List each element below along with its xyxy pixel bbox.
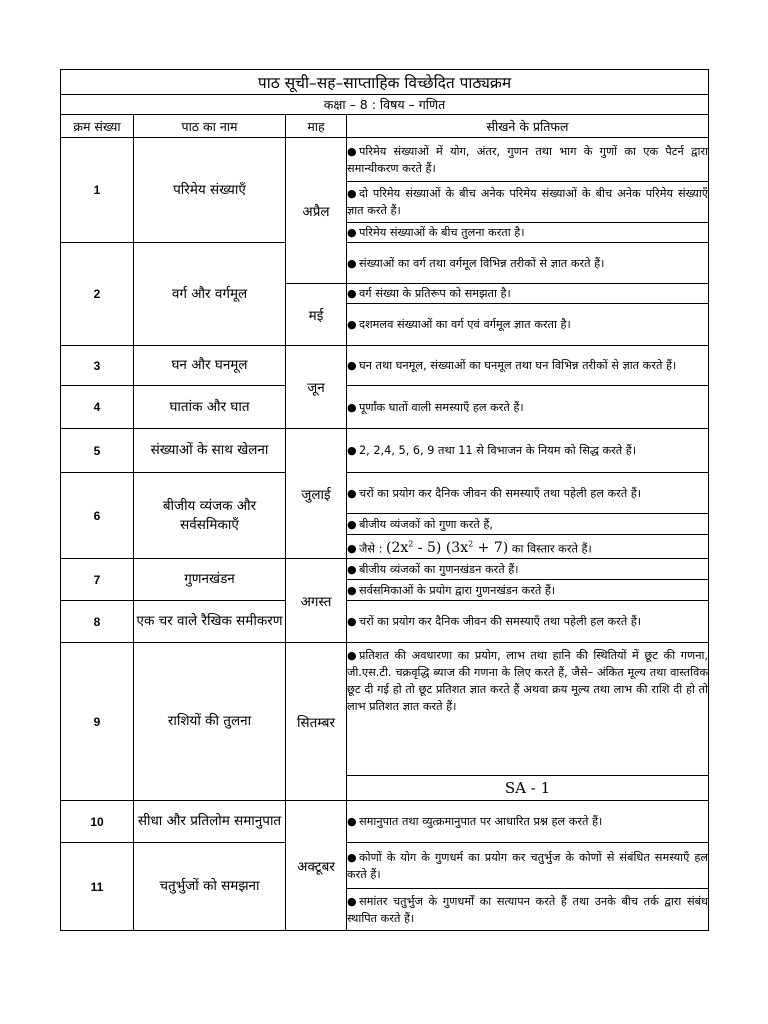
row-number: 10 bbox=[61, 801, 134, 843]
learning-outcome: ● सर्वसमिकाओं के प्रयोग द्वारा गुणनखंडन करते हैं। bbox=[347, 580, 709, 601]
lesson-name: वर्ग और वर्गमूल bbox=[134, 243, 286, 346]
learning-outcome: ● परिमेय संख्याओं में योग, अंतर, गुणन तथा भाग के गुणों का एक पैटर्न द्वारा समान्यीकरण करते हैं। bbox=[347, 138, 709, 182]
class-subject-subtitle: कक्षा – 8 : विषय – गणित bbox=[61, 95, 709, 115]
month-august: अगस्त bbox=[286, 559, 347, 643]
row-number: 7 bbox=[61, 559, 134, 601]
learning-outcome: ● बीजीय व्यंजकों का गुणनखंडन करते हैं। bbox=[347, 559, 709, 580]
row-number: 5 bbox=[61, 429, 134, 473]
learning-outcome: ● दो परिमेय संख्याओं के बीच अनेक परिमेय संख्याओं के बीच अनेक परिमेय संख्याएँ ज्ञात करते हैं। bbox=[347, 182, 709, 223]
month-june: जून bbox=[286, 346, 347, 429]
row-number: 4 bbox=[61, 386, 134, 429]
month-may: मई bbox=[286, 284, 347, 346]
lesson-name: एक चर वाले रैखिक समीकरण bbox=[134, 601, 286, 643]
learning-outcome: ● जैसे : $(2x^2 - 5) (3x^2 + 7)$ का विस्तार करते हैं। bbox=[347, 535, 709, 559]
learning-outcome: ● चरों का प्रयोग कर दैनिक जीवन की समस्याएँ तथा पहेली हल करते हैं। bbox=[347, 473, 709, 514]
lesson-name: घन और घनमूल bbox=[134, 346, 286, 386]
lesson-name: सीधा और प्रतिलोम समानुपात bbox=[134, 801, 286, 843]
learning-outcome: ● पूर्णांक घातों वाली समस्याएँ हल करते हैं। bbox=[347, 386, 709, 429]
month-april: अप्रैल bbox=[286, 138, 347, 284]
expression: $(2x^2 - 5) (3x^2 + 7)$ bbox=[386, 539, 509, 557]
learning-outcome: ● बीजीय व्यंजकों को गुणा करते हैं, bbox=[347, 514, 709, 535]
lesson-name: परिमेय संख्याएँ bbox=[134, 138, 286, 243]
learning-outcome: ● संख्याओं का वर्ग तथा वर्गमूल विभिन्न तरीकों से ज्ञात करते हैं। bbox=[347, 243, 709, 284]
learning-outcome: ● दशमलव संख्याओं का वर्ग एवं वर्गमूल ज्ञात करता है। bbox=[347, 304, 709, 346]
row-number: 6 bbox=[61, 473, 134, 559]
lesson-name: बीजीय व्यंजक और सर्वसमिकाएँ bbox=[134, 473, 286, 559]
learning-outcome: ● परिमेय संख्याओं के बीच तुलना करता है। bbox=[347, 223, 709, 243]
header-month: माह bbox=[286, 115, 347, 138]
row-number: 9 bbox=[61, 643, 134, 801]
learning-outcome: ● समांतर चतुर्भुज के गुणधर्मों का सत्यापन करते हैं तथा उनके बीच तर्क द्वारा संबंध स्थापित करते हैं। bbox=[347, 889, 709, 931]
learning-outcome: ● घन तथा घनमूल, संख्याओं का घनमूल तथा घन विभिन्न तरीकों से ज्ञात करते हैं। bbox=[347, 346, 709, 386]
header-lesson: पाठ का नाम bbox=[134, 115, 286, 138]
row-number: 11 bbox=[61, 843, 134, 931]
sa-label: SA - 1 bbox=[347, 776, 709, 801]
learning-outcome: ● चरों का प्रयोग कर दैनिक जीवन की समस्याएँ तथा पहेली हल करते हैं। bbox=[347, 601, 709, 643]
header-outcomes: सीखने के प्रतिफल bbox=[347, 115, 709, 138]
row-number: 3 bbox=[61, 346, 134, 386]
learning-outcome: ● समानुपात तथा व्युत्क्रमानुपात पर आधारित प्रश्न हल करते हैं। bbox=[347, 801, 709, 843]
header-serial: क्रम संख्या bbox=[61, 115, 134, 138]
lesson-name: राशियों की तुलना bbox=[134, 643, 286, 801]
lesson-name: घातांक और घात bbox=[134, 386, 286, 429]
month-july: जुलाई bbox=[286, 429, 347, 559]
row-number: 8 bbox=[61, 601, 134, 643]
syllabus-table bbox=[60, 69, 709, 931]
lesson-name: संख्याओं के साथ खेलना bbox=[134, 429, 286, 473]
page-title: पाठ सूची–सह–साप्ताहिक विच्छेदित पाठ्यक्रम bbox=[61, 70, 709, 95]
row-number: 2 bbox=[61, 243, 134, 346]
learning-outcome: ● वर्ग संख्या के प्रतिरूप को समझता है। bbox=[347, 284, 709, 304]
lesson-name: चतुर्भुजों को समझना bbox=[134, 843, 286, 931]
learning-outcome: ● 2, 2,4, 5, 6, 9 तथा 11 से विभाजन के नियम को सिद्ध करते हैं। bbox=[347, 429, 709, 473]
learning-outcome: ● कोणों के योग के गुणधर्म का प्रयोग कर चतुर्भुज के कोणों से संबंधित समस्याएँ हल करते हैं। bbox=[347, 843, 709, 889]
row-number: 1 bbox=[61, 138, 134, 243]
month-september: सितम्बर bbox=[286, 643, 347, 801]
lesson-name: गुणनखंडन bbox=[134, 559, 286, 601]
learning-outcome: ● प्रतिशत की अवधारणा का प्रयोग, लाभ तथा हानि की स्थितियों में छूट की गणना, जी.एस.टी. चक्रवृद्धि ब्याज की गणना के लिए करते हैं, जैसे– अंकित मूल्य तथा वास्तविक छूट दी गई हो तो छूट प्रतिशत ज्ञात करते हैं अथवा क्रय मूल्य तथा लाभ की राशि दी हो तो लाभ प्रतिशत ज्ञात करते हैं। bbox=[347, 643, 709, 776]
month-october: अक्टूबर bbox=[286, 801, 347, 931]
